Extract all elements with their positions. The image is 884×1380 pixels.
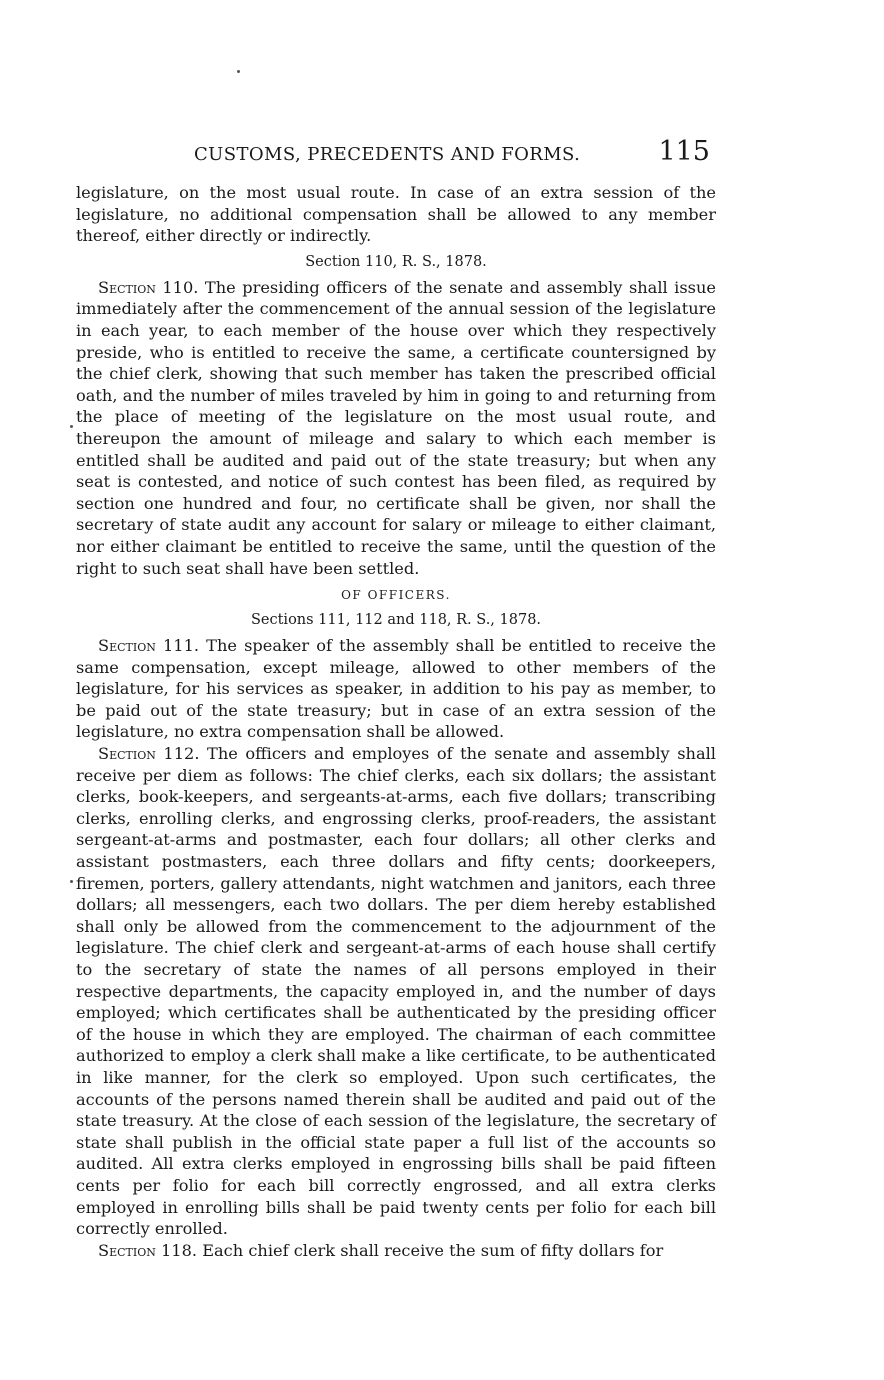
- section-118-text: Each chief clerk shall receive the sum of fifty dollars for: [202, 1240, 664, 1260]
- section-110-text: The presiding officers of the senate and assembly shall issue immediately after the commencement of the annual session of the legislature in each year, to each member of the house over which they respectively preside, who is entitled to receive the same, a certificate countersigned by the chief clerk, showing that such member has taken the prescribed official oath, and the number of miles traveled by him in going to and returning from the place of meeting of the legislature on the most usual route, and thereupon the amount of mileage and salary to which each member is entitled shall be audited and paid out of the state treasury; but when any seat is contested, and notice of such contest has been filed, as required by section one hundred and four, no certificate shall be given, nor shall the secretary of state audit any account for salary or mileage to either claimant, nor either claimant be entitled to receive the same, until the question of the right to such seat shall have been settled.: [76, 277, 716, 578]
- section-118-label: Section 118.: [98, 1240, 198, 1260]
- section-111-text: The speaker of the assembly shall be entitled to receive the same compensation, except mileage, allowed to other members of the legislature, for his services as speaker, in addition to his pay as member, to be paid out of the state treasury; but in case of an extra session of the legislature, no extra compensation shall be allowed.: [76, 636, 716, 742]
- page-number: 115: [658, 136, 710, 167]
- section-112-label: Section 112.: [98, 744, 200, 764]
- page-header: [76, 136, 716, 176]
- book-page: [76, 136, 716, 1261]
- citation-sections-111-118: Sections 111, 112 and 118, R. S., 1878.: [250, 612, 542, 629]
- section-118-paragraph: [76, 1240, 716, 1262]
- section-112-paragraph: [76, 743, 716, 1240]
- section-110-label: Section 110.: [98, 277, 199, 297]
- continuation-paragraph: legislature, on the most usual route. In case of an extra session of the legislature, no additional compensation shall be allowed to any member thereof, either directly or indirectly.: [76, 183, 716, 246]
- section-112-text: The officers and employes of the senate and assembly shall receive per diem as follows: The chief clerks, each six dollars; the assistant clerks, book-keepers, and sergeants-at-arms, each five dollars; transcribing clerks, enrolling clerks, and engrossing clerks, proof-readers, the assistant sergeant-at-arms and postmaster, each four dollars; all other clerks and assistant postmasters, each three dollars and fifty cents; doorkeepers, firemen, porters, gallery attendants, night watchmen and janitors, each three dollars; all messengers, each two dollars. The per diem hereby established shall only be allowed from the commencement to the adjournment of the legislature. The chief clerk and sergeant-at-arms of each house shall certify to the secretary of state the names of all persons employed in their respective departments, the capacity employed in, and the number of days employed; which certificates shall be authenticated by the presiding officer of the house in which they are employed. The chairman of each committee authorized to employ a clerk shall make a like certificate, to be authenticated in like manner, for the clerk so employed. Upon such certificates, the accounts of the persons named therein shall be audited and paid out of the state treasury. At the close of each session of the legislature, the secretary of state shall publish in the official state paper a full list of the accounts so audited. All extra clerks employed in engrossing bills shall be paid fifteen cents per folio for each bill correctly engrossed, and all extra clerks employed in enrolling bills shall be paid twenty cents per folio for each bill correctly enrolled.: [76, 744, 716, 1239]
- citation-section-110: Section 110, R. S., 1878.: [305, 253, 487, 270]
- ink-speck: [70, 425, 73, 428]
- running-head: CUSTOMS, PRECEDENTS AND FORMS.: [194, 144, 581, 165]
- ink-speck: [237, 70, 240, 73]
- heading-of-officers: OF OFFICERS.: [341, 588, 451, 603]
- ink-speck: [70, 880, 73, 883]
- section-111-paragraph: [76, 635, 716, 743]
- section-110-paragraph: [76, 277, 716, 579]
- section-111-label: Section 111.: [98, 636, 200, 656]
